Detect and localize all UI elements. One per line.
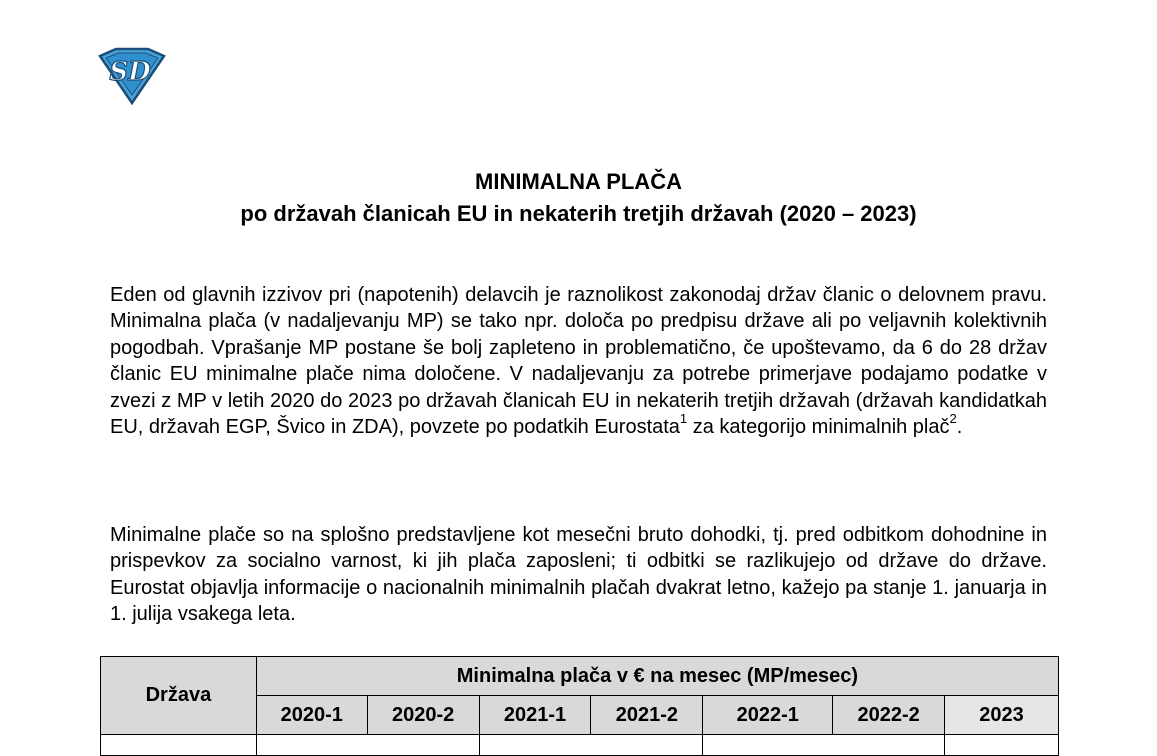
union-logo-icon bbox=[96, 46, 168, 106]
explanation-paragraph: Minimalne plače so na splošno predstavljene kot mesečni bruto dohodki, tj. pred odbitkom dohodnine in prispevkov za socialno varnost, ki jih plača zaposleni; ti odbitki se razlikujejo od države do države. Eurostat objavlja informacije o nacionalnih minimalnih plačah dvakrat letno, kažejo pa stanje 1. januarja in 1. julija vsakega leta. bbox=[110, 524, 1047, 626]
period-header-2020-2: 2020-2 bbox=[367, 696, 479, 735]
country-column-header: Država bbox=[101, 657, 257, 735]
table-row-cell bbox=[945, 735, 1059, 756]
title-line-1: MINIMALNA PLAČA bbox=[475, 169, 682, 194]
period-header-2022-2: 2022-2 bbox=[833, 696, 945, 735]
period-header-2021-1: 2021-1 bbox=[479, 696, 591, 735]
period-header-2020-1: 2020-1 bbox=[256, 696, 367, 735]
period-header-2022-1: 2022-1 bbox=[703, 696, 833, 735]
table-row-cell bbox=[703, 735, 945, 756]
svg-text:SD: SD bbox=[109, 57, 151, 87]
intro-text: Eden od glavnih izzivov pri (napotenih) delavcih je raznolikost zakonodaj držav članic o delovnem pravu. Minimalna plača (v nadaljevanju MP) se tako npr. določa po predpisu države ali po veljavnih kolektivnih pogodbah. Vprašanje MP postane še bolj zapleteno in problematično, če upoštevamo, da 6 do 28 držav članic EU minimalne plače nima določene. V nadaljevanju za potrebe primerjave podajamo podatke v zvezi z MP v letih 2020 do 2023 po državah članicah EU in nekaterih tretjih državah (državah kandidatkah EU, državah EGP, Švico in ZDA), povzete po podatkih Eurostata bbox=[110, 284, 1047, 439]
title-line-2: po državah članicah EU in nekaterih tretjih državah (2020 – 2023) bbox=[240, 201, 917, 226]
minimum-wage-table bbox=[100, 656, 1059, 756]
intro-text-end: . bbox=[956, 416, 963, 439]
period-header-2023: 2023 bbox=[945, 696, 1059, 735]
table-row-cell bbox=[256, 735, 479, 756]
footnote-ref-2[interactable]: 2 bbox=[949, 411, 957, 427]
table-row-cell bbox=[101, 735, 257, 756]
period-header-2021-2: 2021-2 bbox=[591, 696, 703, 735]
intro-text-continued: za kategorijo minimalnih plač bbox=[687, 416, 950, 439]
intro-paragraph bbox=[110, 282, 1047, 440]
footnote-ref-1[interactable]: 1 bbox=[679, 411, 688, 427]
wage-group-header: Minimalna plača v € na mesec (MP/mesec) bbox=[256, 657, 1058, 696]
document-title bbox=[0, 166, 1157, 230]
table-row-cell bbox=[479, 735, 703, 756]
